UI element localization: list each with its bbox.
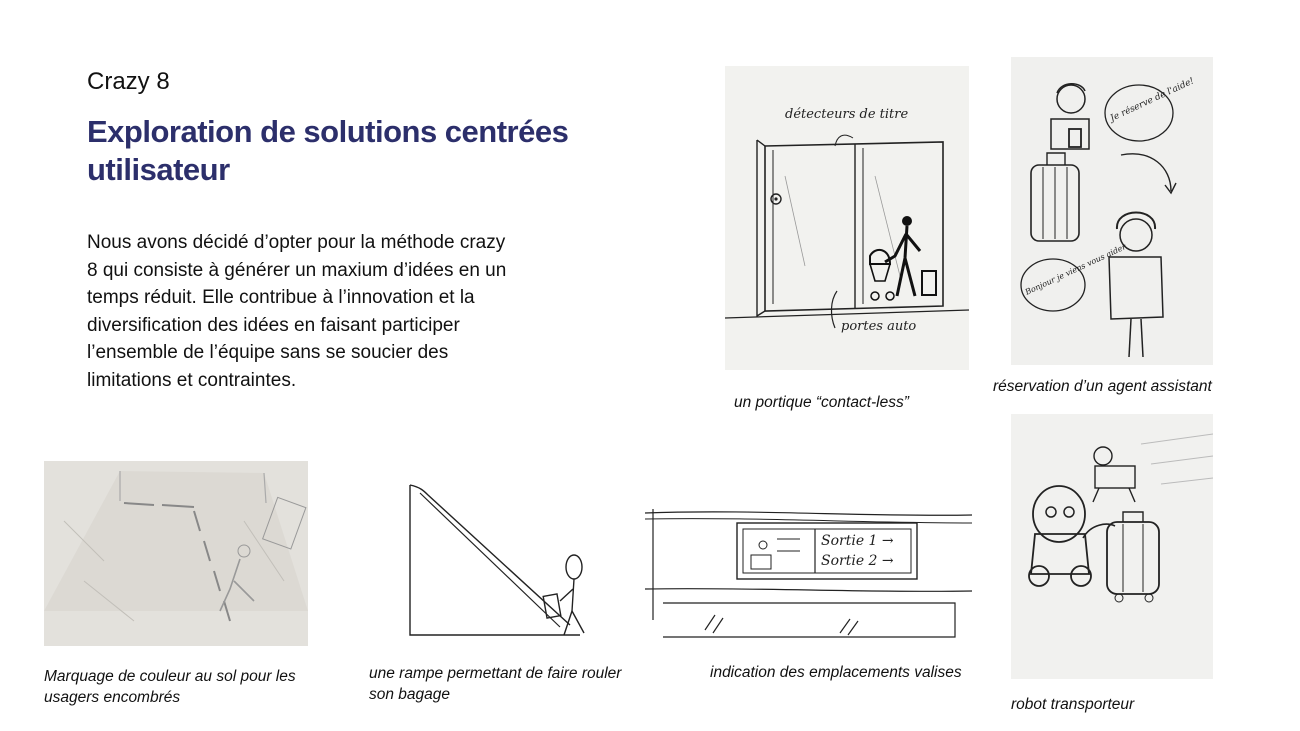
sketch-photo-portique	[725, 66, 969, 370]
sketch-photo-indication	[645, 505, 972, 650]
indication-sortie-2: Sortie 2 →	[821, 553, 894, 569]
caption-robot: robot transporteur	[1011, 696, 1135, 713]
agent-bubble-reservation: Je réserve de l'aide!	[1108, 76, 1196, 124]
slide-title: Exploration de solutions centrées utilisateur	[87, 114, 569, 187]
sketch-photo-marquage	[44, 461, 308, 646]
portique-note-detecteurs: détecteurs de titre	[785, 107, 909, 122]
sketch-photo-agent	[1011, 57, 1213, 365]
sketch-photo-robot	[1011, 414, 1213, 679]
slide-body-text: Nous avons décidé d’opter pour la méthode crazy 8 qui consiste à générer un maxium d’idées en un temps réduit. Elle contribue à l’innovation et la diversification des idées en faisant participer l’ensemble de l’équipe sans se soucier des limitations et contraintes.	[87, 232, 507, 391]
caption-agent: réservation d’un agent assistant	[993, 378, 1212, 395]
slide-kicker: Crazy 8	[87, 68, 170, 95]
caption-rampe: une rampe permettant de faire rouler son bagage	[369, 665, 622, 703]
indication-sortie-1: Sortie 1 →	[821, 533, 894, 549]
caption-portique: un portique “contact-less”	[734, 394, 909, 411]
portique-note-portes: portes auto	[841, 319, 917, 334]
agent-bubble-bonjour: Bonjour je viens vous aider	[1023, 242, 1128, 297]
sketch-photo-rampe	[400, 475, 600, 645]
caption-marquage: Marquage de couleur au sol pour les usagers encombrés	[44, 668, 296, 706]
caption-indication: indication des emplacements valises	[710, 664, 962, 681]
